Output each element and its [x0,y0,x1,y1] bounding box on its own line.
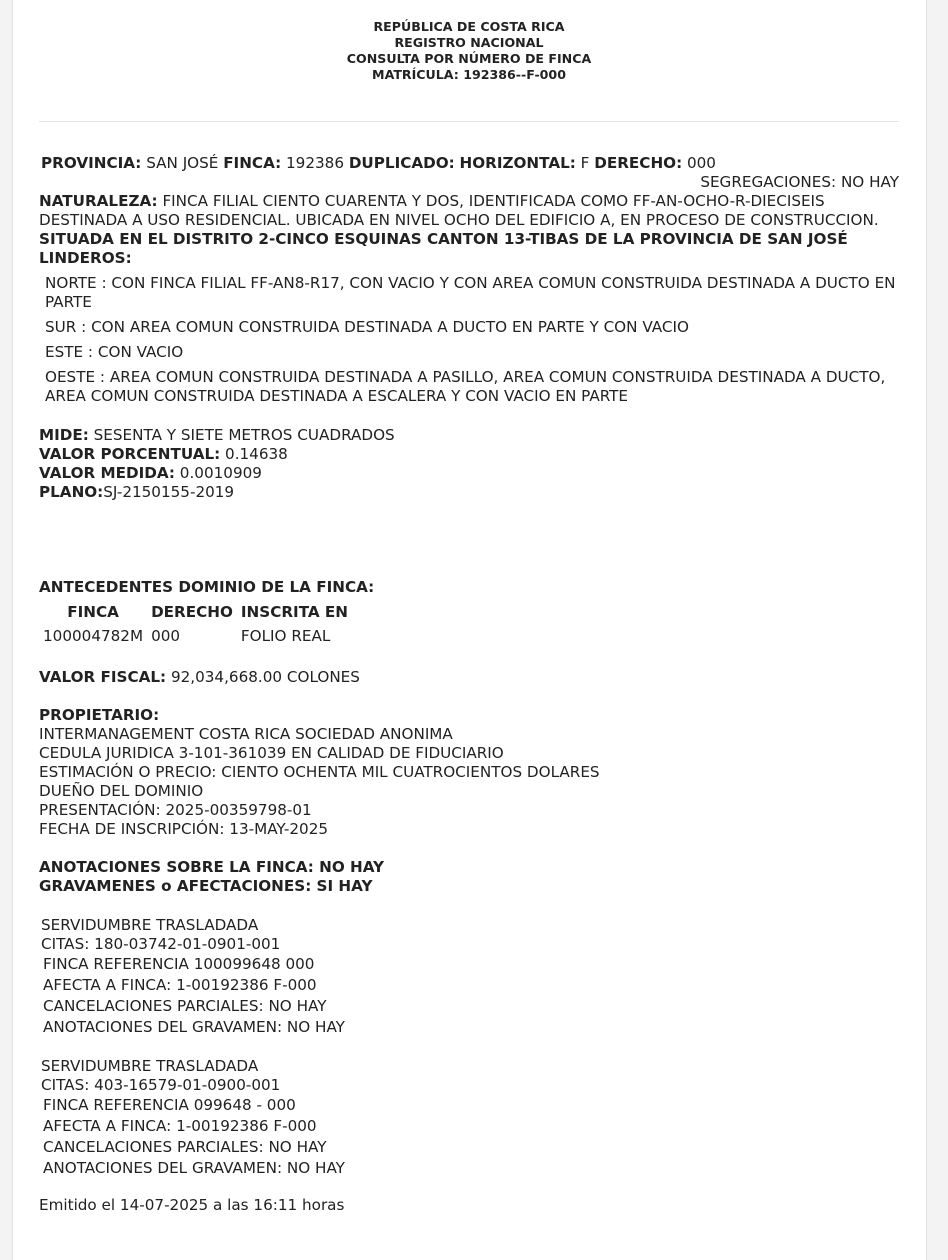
propietario-name: INTERMANAGEMENT COSTA RICA SOCIEDAD ANONIMA [39,725,453,743]
valor-medida-value: 0.0010909 [179,464,262,482]
header-matricula: MATRÍCULA: 192386--F-000 [372,67,566,82]
mide-row [39,426,899,445]
plano-row [39,483,899,502]
table-row [39,624,352,649]
lindero-norte: NORTE : CON FINCA FILIAL FF-AN8-R17, CON VACIO Y CON AREA COMUN CONSTRUIDA DESTINADA A DUCTO EN PARTE [45,274,896,311]
valor-porcentual-value: 0.14638 [225,445,288,463]
finca-label: FINCA: [223,154,282,172]
emitido-footer: Emitido el 14-07-2025 a las 16:11 horas [39,1196,345,1214]
finca-value: 192386 [286,154,344,172]
header-registry: REGISTRO NACIONAL [394,35,544,50]
linderos-list [39,274,899,406]
propietario-dominio: DUEÑO DEL DOMINIO [39,782,204,800]
linderos-label: LINDEROS: [39,249,132,267]
valor-fiscal-label: VALOR FISCAL: [39,668,167,686]
cell-derecho: 000 [151,627,181,645]
column-header-derecho: DERECHO [151,603,233,621]
gravamen-afecta-finca: AFECTA A FINCA: 1-00192386 F-000 [43,976,317,994]
provincia-value: SAN JOSÉ [146,154,219,172]
gravamen-finca-referencia: FINCA REFERENCIA 099648 - 000 [43,1096,296,1114]
document-sheet [12,0,927,1260]
provincia-label: PROVINCIA: [41,154,142,172]
valor-medida-row [39,464,899,483]
derecho-value: 000 [686,154,716,172]
propietario-presentacion: PRESENTACIÓN: 2025-00359798-01 [39,801,312,819]
valor-porcentual-row [39,445,899,464]
gravamen-type: SERVIDUMBRE TRASLADADA [41,1057,259,1075]
header-divider [39,121,899,122]
valor-fiscal-row [39,668,899,687]
situada: SITUADA EN EL DISTRITO 2-CINCO ESQUINAS CANTON 13-TIBAS DE LA PROVINCIA DE SAN JOSÉ [39,230,848,248]
propietario-cedula: CEDULA JURIDICA 3-101-361039 EN CALIDAD DE FIDUCIARIO [39,744,504,762]
duplicado-label: DUPLICADO: [348,154,455,172]
naturaleza [39,192,899,230]
gravamen-cancelaciones: CANCELACIONES PARCIALES: NO HAY [43,1138,327,1156]
horizontal-value: F [580,154,590,172]
gravamen-citas: CITAS: 403-16579-01-0900-001 [41,1076,281,1094]
propietario-label: PROPIETARIO: [39,706,160,724]
gravamen-afecta-finca: AFECTA A FINCA: 1-00192386 F-000 [43,1117,317,1135]
header-query-type: CONSULTA POR NÚMERO DE FINCA [346,51,592,66]
cell-inscrita-en: FOLIO REAL [240,627,331,645]
propietario-estimacion: ESTIMACIÓN O PRECIO: CIENTO OCHENTA MIL CUATROCIENTOS DOLARES [39,763,600,781]
lindero-este: ESTE : CON VACIO [45,343,184,361]
column-header-inscrita-en: INSCRITA EN [240,603,349,621]
antecedentes-table [39,601,352,649]
lindero-oeste: OESTE : AREA COMUN CONSTRUIDA DESTINADA A PASILLO, AREA COMUN CONSTRUIDA DESTINADA A DUCTO, AREA COMUN CONSTRUIDA DESTINADA A ESCALERA Y CON VACIO EN PARTE [45,368,886,405]
gravamenes-afectaciones: GRAVAMENES o AFECTACIONES: SI HAY [39,877,373,895]
propietario-block [39,725,899,839]
plano-label: PLANO: [39,483,104,501]
segregaciones: SEGREGACIONES: NO HAY [700,173,899,191]
column-header-finca: FINCA [67,603,119,621]
cell-finca: 100004782M [43,627,144,645]
gravamen-item [39,1057,899,1179]
mide-label: MIDE: [39,426,89,444]
gravamen-item [39,916,899,1038]
horizontal-label: HORIZONTAL: [459,154,576,172]
valor-porcentual-label: VALOR PORCENTUAL: [39,445,221,463]
valor-medida-label: VALOR MEDIDA: [39,464,175,482]
derecho-label: DERECHO: [594,154,683,172]
gravamen-anotaciones: ANOTACIONES DEL GRAVAMEN: NO HAY [43,1159,345,1177]
gravamen-anotaciones: ANOTACIONES DEL GRAVAMEN: NO HAY [43,1018,345,1036]
anotaciones-sobre-finca: ANOTACIONES SOBRE LA FINCA: NO HAY [39,858,385,876]
finca-identification-line [39,154,899,173]
gravamen-citas: CITAS: 180-03742-01-0901-001 [41,935,281,953]
naturaleza-value: FINCA FILIAL CIENTO CUARENTA Y DOS, IDENTIFICADA COMO FF-AN-OCHO-R-DIECISEIS DESTINADA A USO RESIDENCIAL. UBICADA EN NIVEL OCHO DEL EDIFICIO A, EN PROCESO DE CONSTRUCCION. [39,192,879,229]
table-header-row [39,601,352,624]
naturaleza-label: NATURALEZA: [39,192,158,210]
propietario-fecha-inscripcion: FECHA DE INSCRIPCIÓN: 13-MAY-2025 [39,820,329,838]
header-country: REPÚBLICA DE COSTA RICA [373,19,565,34]
antecedentes-title: ANTECEDENTES DOMINIO DE LA FINCA: [39,578,375,596]
gravamen-finca-referencia: FINCA REFERENCIA 100099648 000 [43,955,315,973]
mide-value: SESENTA Y SIETE METROS CUADRADOS [93,426,395,444]
document-header [39,19,899,83]
document-body [39,0,899,1215]
lindero-sur: SUR : CON AREA COMUN CONSTRUIDA DESTINADA A DUCTO EN PARTE Y CON VACIO [45,318,689,336]
gravamen-cancelaciones: CANCELACIONES PARCIALES: NO HAY [43,997,327,1015]
plano-value: SJ-2150155-2019 [103,483,235,501]
valor-fiscal-value: 92,034,668.00 COLONES [170,668,360,686]
gravamen-type: SERVIDUMBRE TRASLADADA [41,916,259,934]
